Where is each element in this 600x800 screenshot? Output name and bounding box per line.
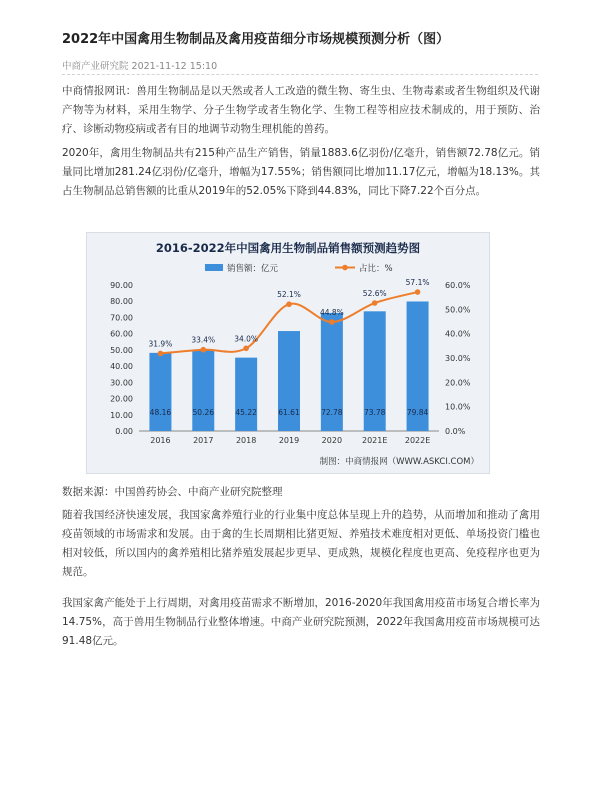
line-value-label: 31.9%: [148, 339, 173, 349]
article-meta: 中商产业研究院 2021-11-12 15:10: [62, 61, 218, 72]
left-axis-tick-label: 60.00: [110, 329, 133, 339]
paragraph-2020-stats: 2020年，禽用生物制品共有215种产品生产销售，销量1883.6亿羽份/亿毫升，销售额72.78亿元。销量同比增加281.24亿羽份/亿毫升，增幅为17.55%；销售额同比增加11.17亿元，增幅为18.13%。其占生物制品总销售额的比重从2019年的52.05%下降到44.83%，同比下降7.22个百分点。: [62, 147, 540, 197]
line-point: [200, 347, 206, 353]
right-axis-tick-label: 0.0%: [445, 427, 466, 436]
paragraph-industry: 随着我国经济快速发展，我国家禽养殖行业的行业集中度总体呈现上升的趋势，从而增加和推动了禽用疫苗领域的市场需求和发展。由于禽的生长周期相比猪更短、养殖技术难度相对更低、单场投资门槛也相对较低，所以国内的禽养殖相比猪养殖发展起步更早、更成熟，规模化程度也更高、免疫程序也更为规范。: [62, 509, 540, 578]
line-value-label: 52.6%: [362, 289, 387, 299]
line-value-label: 57.1%: [405, 278, 430, 288]
bar-value-label: 45.22: [235, 408, 257, 417]
x-axis-labels: [150, 436, 430, 445]
left-axis-tick-label: 10.00: [110, 410, 133, 420]
left-axis-tick-label: 80.00: [110, 297, 133, 307]
x-tick-label: 2020: [321, 436, 343, 445]
paragraph-forecast: 我国家禽产能处于上行周期，对禽用疫苗需求不断增加，2016-2020年我国禽用疫苗市场复合增长率为14.75%，高于兽用生物制品行业整体增速。中商产业研究院预测，2022年我国禽用疫苗市场规模可达91.48亿元。: [62, 597, 540, 647]
right-axis-tick-label: 60.0%: [445, 281, 471, 290]
line-point: [415, 289, 421, 295]
legend-bar-label: 销售额：亿元: [227, 264, 279, 274]
bar: [149, 353, 171, 431]
title-divider: [62, 74, 538, 75]
line-point: [243, 345, 249, 351]
line-value-label: 44.8%: [319, 307, 344, 317]
x-tick-label: 2017: [193, 436, 214, 445]
line-value-label: 52.1%: [277, 290, 301, 300]
bar: [235, 358, 257, 431]
legend-bar-swatch: [205, 264, 223, 271]
paragraph-intro: 中商情报网讯：兽用生物制品是以天然或者人工改造的微生物、寄生虫、生物毒素或者生物组织及代谢产物等为材料，采用生物学、分子生物学或者生物化学、生物工程等相应技术制成的，用于预防、治疗、诊断动物疫病或者有目的地调节动物生理机能的兽药。: [62, 85, 540, 135]
left-axis-tick-label: 50.00: [110, 345, 133, 355]
left-axis-tick-label: 90.00: [110, 281, 133, 290]
right-axis-tick-label: 40.0%: [445, 329, 471, 339]
chart-title: 2016-2022年中国禽用生物制品销售额预测趋势图: [155, 241, 421, 255]
bar-value-label: 79.84: [406, 408, 429, 417]
bar-value-label: 48.16: [149, 408, 172, 417]
x-tick-label: 2016: [150, 436, 171, 445]
bar: [192, 349, 214, 431]
right-axis-tick-label: 50.0%: [445, 305, 471, 315]
x-tick-label: 2019: [278, 436, 300, 445]
bar-value-label: 72.78: [321, 408, 343, 417]
bar-value-label: 73.78: [363, 408, 386, 417]
bar-series: [149, 301, 428, 431]
x-tick-label: 2022E: [404, 436, 431, 445]
right-axis: [445, 281, 471, 436]
sales-chart: [86, 232, 490, 474]
line-value-label: 34.0%: [234, 334, 259, 344]
data-source: 数据来源：中国兽药协会、中商产业研究院整理: [62, 486, 283, 498]
right-axis-tick-label: 30.0%: [445, 354, 471, 363]
x-tick-label: 2021E: [362, 436, 388, 445]
right-axis-tick-label: 10.0%: [445, 402, 471, 412]
legend-line-marker: [342, 265, 348, 271]
article-title: 2022年中国禽用生物制品及禽用疫苗细分市场规模预测分析（图）: [62, 32, 450, 47]
chart-credit: 制图：中商情报网（WWW.ASKCI.COM）: [319, 457, 479, 467]
line-point: [286, 301, 292, 307]
bar-value-label: 50.26: [192, 408, 215, 417]
legend-line-label: 占比：%: [359, 264, 393, 274]
line-point: [329, 319, 335, 325]
left-axis-tick-label: 70.00: [110, 313, 133, 323]
left-axis-tick-label: 30.00: [110, 378, 133, 388]
line-value-label: 33.4%: [191, 335, 216, 345]
x-tick-label: 2018: [235, 436, 257, 445]
chart-legend: [205, 263, 393, 274]
left-axis-tick-label: 20.00: [110, 394, 133, 404]
line-point: [372, 300, 378, 306]
line-point: [158, 351, 164, 357]
right-axis-tick-label: 20.0%: [445, 378, 471, 388]
left-axis-tick-label: 0.00: [115, 427, 133, 436]
left-axis-tick-label: 40.00: [110, 362, 133, 372]
bar-value-label: 61.61: [278, 408, 300, 417]
chart-canvas: [87, 233, 489, 473]
